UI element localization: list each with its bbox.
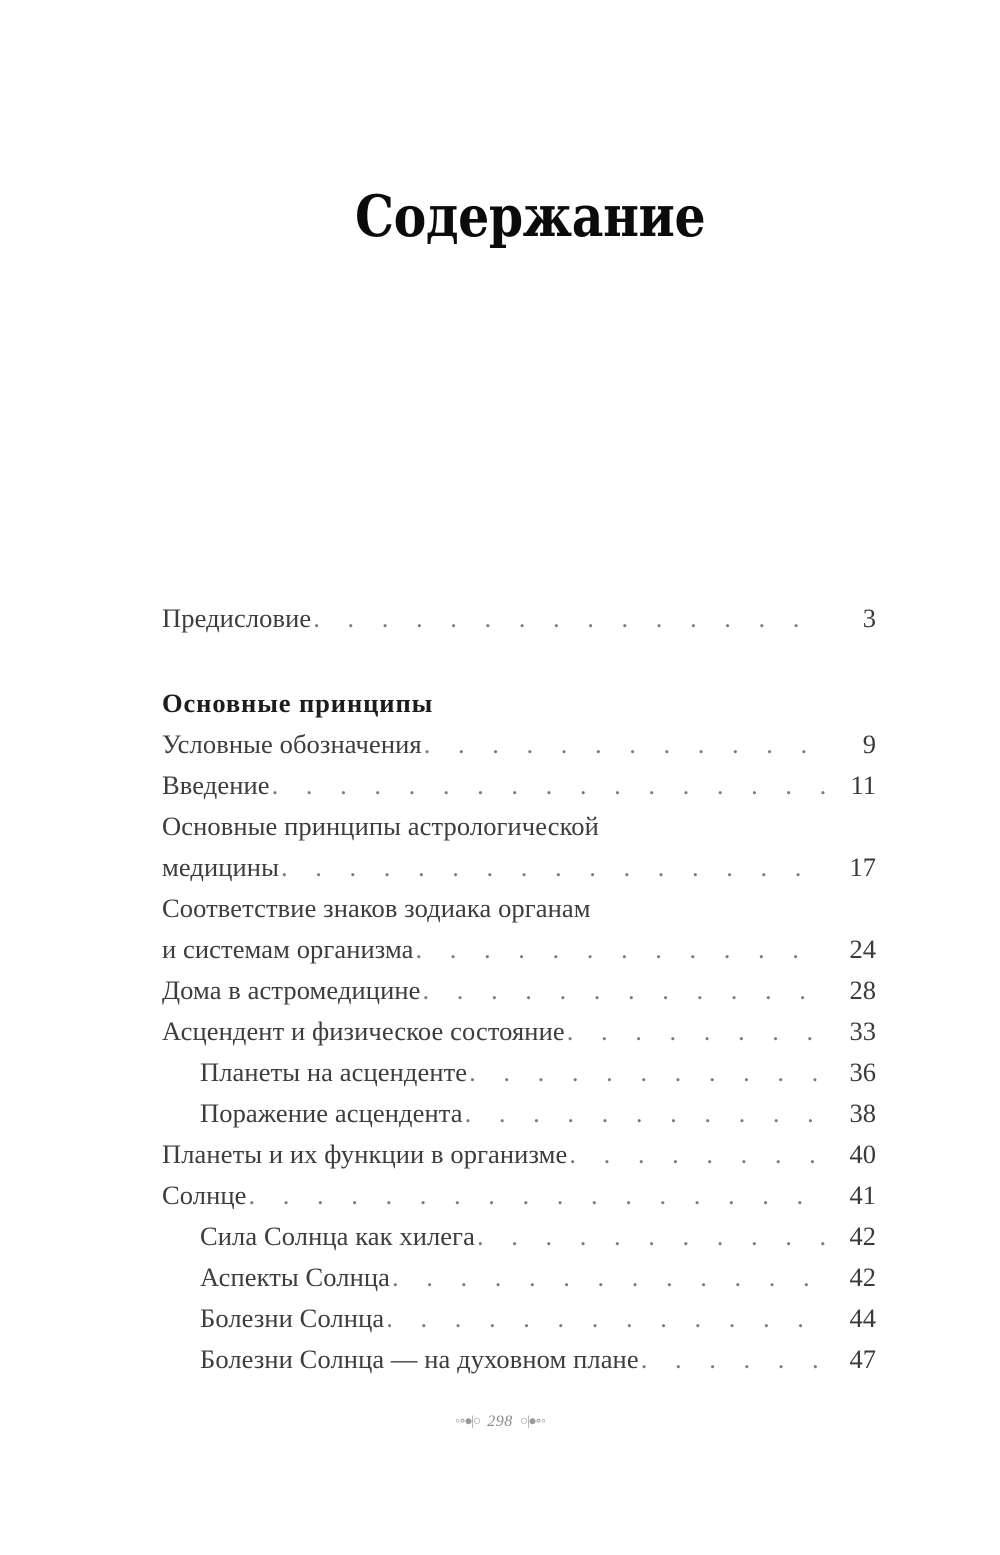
toc-dot-leader [569,1141,828,1168]
toc-entry-page-number: 42 [849,1262,876,1292]
toc-entry[interactable] [162,888,876,929]
toc-entry-page-number: 9 [862,729,876,759]
toc-entry-label: Болезни Солнца — на духовном плане [200,1344,639,1374]
toc-entry-label: Поражение асцендента [200,1098,463,1128]
toc-entry-page-number: 24 [849,934,876,964]
toc-entry-label: и системам организма [162,934,414,964]
page-number: 298 [487,1413,513,1430]
toc-entry[interactable] [162,806,876,847]
toc-entry[interactable] [162,847,876,888]
toc-entry-page-number: 44 [849,1303,876,1333]
toc-dot-leader [567,1018,828,1045]
toc-dot-leader [641,1346,828,1373]
toc-dot-leader [272,772,828,799]
toc-entry-label: Дома в астромедицине [162,975,421,1005]
toc-entry-page-number: 38 [849,1098,876,1128]
toc-entry-page-number: 28 [849,975,876,1005]
toc-entry-label: Введение [162,770,270,800]
ornament-left-icon: ◦∘⦁|○ [455,1414,481,1429]
toc-entry-page-number: 3 [862,603,876,633]
toc-entry[interactable] [162,1011,876,1052]
folio [455,1413,545,1431]
toc-entry[interactable] [162,1134,876,1175]
toc-entry-page-number: 17 [849,852,876,882]
toc-dot-leader [477,1223,828,1250]
toc-entry-page-number: 36 [849,1057,876,1087]
toc-entry[interactable] [162,765,876,806]
toc-dot-leader [465,1100,828,1127]
toc-dot-leader [386,1305,828,1332]
toc-entry-label: Соответствие знаков зодиака органам [162,893,591,923]
toc-entry-label: Сила Солнца как хилега [200,1221,476,1251]
table-of-contents [162,598,876,1380]
toc-entry[interactable] [162,1052,876,1093]
toc-group-heading: Основные принципы [162,688,434,718]
toc-dot-leader [469,1059,828,1086]
toc-entry[interactable] [162,970,876,1011]
toc-entry-label: Предисловие [162,603,312,633]
toc-entry-label: Условные обозначения [162,729,422,759]
toc-entry[interactable] [162,929,876,970]
toc-entry-page-number: 42 [849,1221,876,1251]
toc-dot-leader [424,731,828,758]
toc-entry-label: Солнце [162,1180,247,1210]
toc-entry-page-number: 11 [850,770,876,800]
toc-entry[interactable] [162,1175,876,1216]
toc-entry[interactable] [162,598,876,639]
toc-dot-leader [601,809,828,836]
toc-entry-label: Планеты и их функции в организме [162,1139,568,1169]
toc-entry[interactable] [162,1216,876,1257]
toc-entry-page-number: 40 [849,1139,876,1169]
toc-entry-label: Планеты на асценденте [200,1057,468,1087]
toc-entry-label: Основные принципы астрологической [162,811,599,841]
toc-entry[interactable] [162,1339,876,1380]
toc-dot-leader [249,1182,828,1209]
page-footer [0,1412,1000,1431]
toc-entry-page-number: 33 [849,1016,876,1046]
toc-entry-label: Болезни Солнца [200,1303,385,1333]
toc-entry-label: Асцендент и физическое состояние [162,1016,565,1046]
toc-entry[interactable] [162,1257,876,1298]
toc-dot-leader [423,977,828,1004]
toc-dot-leader [593,891,828,918]
toc-entry[interactable] [162,724,876,765]
toc-entry-page-number: 47 [849,1344,876,1374]
toc-dot-leader [392,1264,828,1291]
toc-entry[interactable] [162,1093,876,1134]
page-title: Содержание [354,183,706,250]
toc-dot-leader [313,605,828,632]
toc-entry-label: медицины [162,852,279,882]
toc-dot-leader [281,854,828,881]
toc-dot-leader [416,936,828,963]
toc-entry-label: Аспекты Солнца [200,1262,391,1292]
toc-entry[interactable] [162,1298,876,1339]
toc-entry-page-number: 41 [849,1180,876,1210]
ornament-right-icon: ○|⦁∘◦ [519,1414,545,1429]
